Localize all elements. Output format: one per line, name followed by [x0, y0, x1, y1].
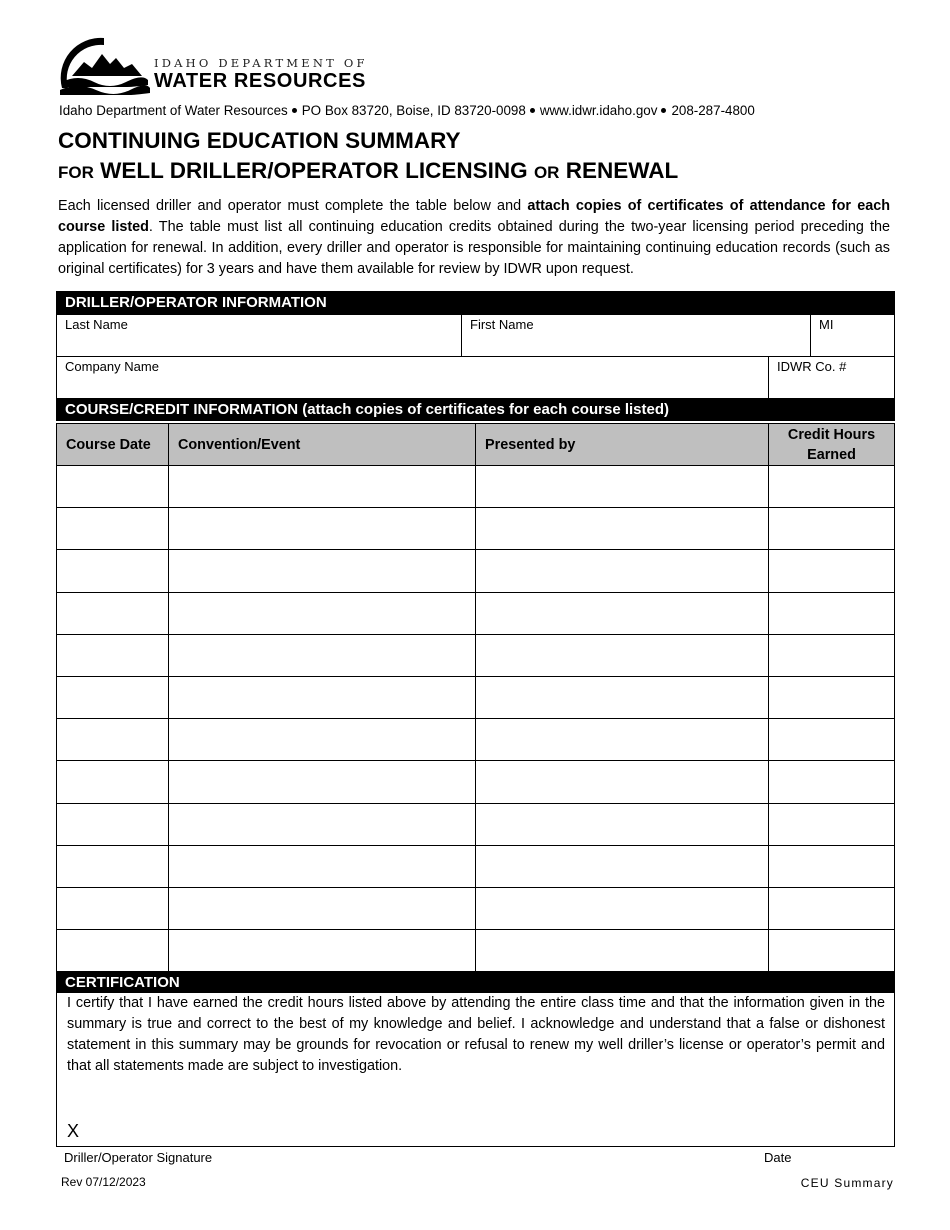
credit-hours-cell[interactable] [768, 465, 895, 508]
course-date-cell[interactable] [56, 718, 169, 761]
convention-event-cell[interactable] [168, 803, 476, 846]
col-course-date: Course Date [56, 423, 169, 466]
presented-by-cell[interactable] [475, 887, 769, 930]
col-credit-hours [768, 423, 895, 466]
credit-hours-cell[interactable] [768, 803, 895, 846]
credit-hours-cell[interactable] [768, 718, 895, 761]
presented-by-cell[interactable] [475, 929, 769, 972]
course-date-cell[interactable] [56, 634, 169, 677]
convention-event-cell[interactable] [168, 887, 476, 930]
presented-by-cell[interactable] [475, 718, 769, 761]
col-convention-event: Convention/Event [168, 423, 476, 466]
first-name-field[interactable] [461, 314, 811, 357]
water-mountain-logo-icon [58, 36, 150, 96]
convention-event-cell[interactable] [168, 845, 476, 888]
credit-hours-cell[interactable] [768, 845, 895, 888]
last-name-label: Last Name [65, 317, 128, 332]
presented-by-cell[interactable] [475, 803, 769, 846]
agency-address [59, 103, 755, 118]
presented-by-cell[interactable] [475, 465, 769, 508]
convention-event-cell[interactable] [168, 929, 476, 972]
course-date-cell[interactable] [56, 465, 169, 508]
col-presented-by: Presented by [475, 423, 769, 466]
intro-text-2: . The table must list all continuing education credits obtained during the two-year licensing period preceding the application for renewal. In addition, every driller and operator is responsible for maintaining continuing education records (such as original certificates) for 3 years and have them available for review by IDWR upon request. [58, 219, 890, 277]
first-name-label: First Name [470, 317, 534, 332]
presented-by-cell[interactable] [475, 592, 769, 635]
mi-field[interactable] [810, 314, 895, 357]
signature-label: Driller/Operator Signature [64, 1150, 213, 1165]
bullet-icon [661, 108, 666, 113]
page-subtitle [58, 158, 678, 184]
course-date-cell[interactable] [56, 845, 169, 888]
course-date-cell[interactable] [56, 549, 169, 592]
subtitle-main: WELL DRILLER/OPERATOR LICENSING [100, 158, 528, 183]
convention-event-cell[interactable] [168, 592, 476, 635]
convention-event-cell[interactable] [168, 634, 476, 677]
credit-hours-cell[interactable] [768, 676, 895, 719]
company-name-label: Company Name [65, 359, 159, 374]
mi-label: MI [819, 317, 834, 332]
course-date-cell[interactable] [56, 507, 169, 550]
company-name-field[interactable] [56, 356, 769, 399]
credit-hours-cell[interactable] [768, 929, 895, 972]
subtitle-or: OR [533, 163, 560, 182]
course-date-cell[interactable] [56, 676, 169, 719]
bullet-icon [292, 108, 297, 113]
idwr-co-field[interactable] [768, 356, 895, 399]
presented-by-cell[interactable] [475, 676, 769, 719]
presented-by-cell[interactable] [475, 634, 769, 677]
bullet-icon [530, 108, 535, 113]
credit-hours-cell[interactable] [768, 549, 895, 592]
date-label: Date [764, 1150, 792, 1165]
course-date-cell[interactable] [56, 592, 169, 635]
convention-event-cell[interactable] [168, 465, 476, 508]
credit-hours-cell[interactable] [768, 592, 895, 635]
certification-heading: CERTIFICATION [56, 971, 895, 993]
intro-text-bold: attach copies of certificates of attendance for each course listed [58, 198, 890, 235]
signature-mark: X [67, 1121, 80, 1141]
subtitle-renewal: RENEWAL [565, 158, 679, 183]
address-po-box: PO Box 83720, Boise, ID 83720-0098 [301, 103, 526, 118]
intro-paragraph [58, 196, 890, 280]
credit-hours-cell[interactable] [768, 634, 895, 677]
presented-by-cell[interactable] [475, 760, 769, 803]
presented-by-cell[interactable] [475, 549, 769, 592]
intro-text-1: Each licensed driller and operator must complete the table below and [58, 198, 528, 214]
course-section-heading: COURSE/CREDIT INFORMATION (attach copies of certificates for each course listed) [56, 398, 895, 421]
idwr-co-label: IDWR Co. # [777, 359, 847, 374]
course-date-cell[interactable] [56, 887, 169, 930]
convention-event-cell[interactable] [168, 760, 476, 803]
course-date-cell[interactable] [56, 929, 169, 972]
form-name: CEU Summary [800, 1176, 894, 1190]
page-title: CONTINUING EDUCATION SUMMARY [58, 128, 461, 153]
credit-hours-cell[interactable] [768, 887, 895, 930]
agency-logo [58, 36, 388, 96]
credit-hours-cell[interactable] [768, 760, 895, 803]
last-name-field[interactable] [56, 314, 462, 357]
address-website[interactable]: www.idwr.idaho.gov [539, 103, 658, 118]
certification-text: I certify that I have earned the credit hours listed above by attending the entire class time and that the information given in the summary is true and correct to the best of my knowledge and belief. I acknowledge and understand that a false or dishonest statement in this summary may be grounds for revocation or refusal to renew my well driller’s license or operator’s permit and that all statements made are subject to investigation. [67, 995, 885, 1074]
address-phone: 208-287-4800 [671, 103, 755, 118]
credit-hours-cell[interactable] [768, 507, 895, 550]
convention-event-cell[interactable] [168, 676, 476, 719]
presented-by-cell[interactable] [475, 845, 769, 888]
ceu-form [56, 291, 895, 1147]
convention-event-cell[interactable] [168, 507, 476, 550]
agency-name-main: WATER RESOURCES [154, 70, 366, 92]
subtitle-for: FOR [58, 163, 94, 182]
course-date-cell[interactable] [56, 803, 169, 846]
col-credit-hours-label: Credit Hours Earned [787, 426, 876, 463]
address-agency: Idaho Department of Water Resources [59, 103, 288, 118]
driller-section-heading: DRILLER/OPERATOR INFORMATION [56, 291, 895, 314]
convention-event-cell[interactable] [168, 718, 476, 761]
certification-box [56, 993, 895, 1147]
convention-event-cell[interactable] [168, 549, 476, 592]
presented-by-cell[interactable] [475, 507, 769, 550]
revision-date: Rev 07/12/2023 [61, 1175, 146, 1189]
course-date-cell[interactable] [56, 760, 169, 803]
agency-name-top: IDAHO DEPARTMENT OF [154, 56, 368, 70]
